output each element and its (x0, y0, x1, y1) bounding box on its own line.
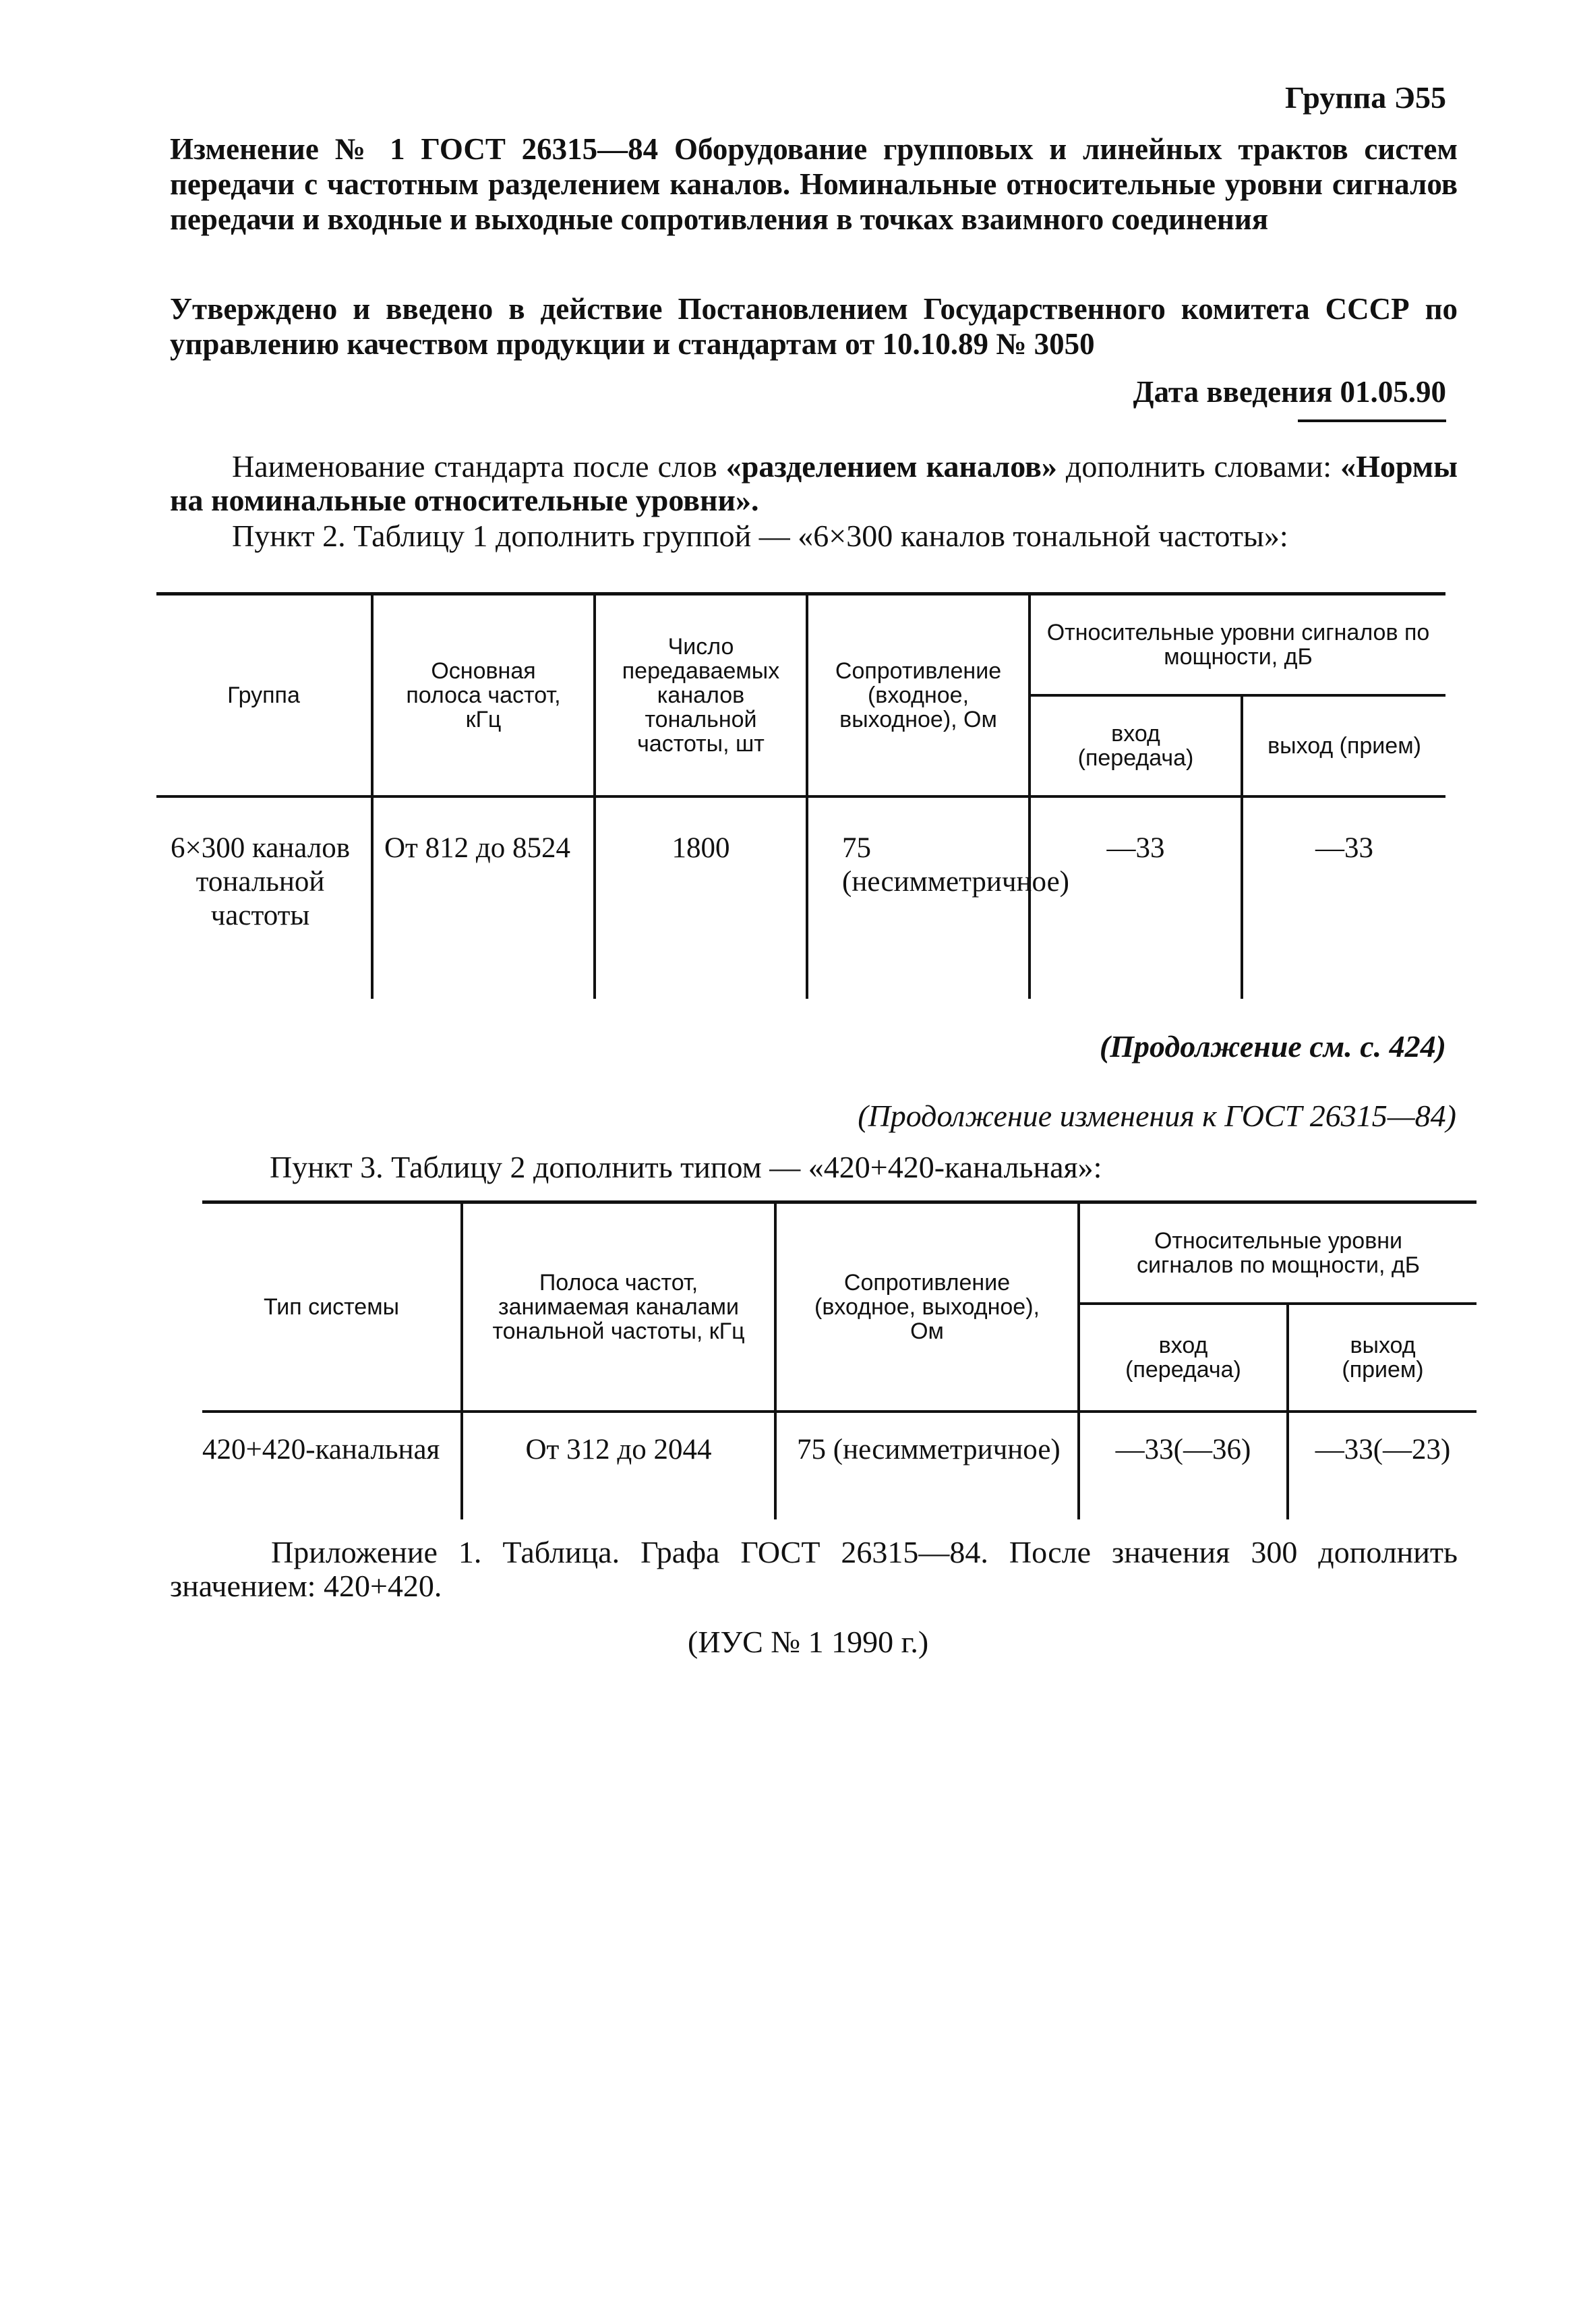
t1-cell-impedance: 75 (несимметричное) (807, 796, 1030, 999)
name-change-prefix: Наименование стандарта после слов (232, 449, 726, 484)
point2-paragraph: Пункт 2. Таблицу 1 дополнить группой — «6×300 каналов тональной частоты»: (232, 519, 1288, 553)
t1-header-levels: Относительные уровни сигналов по мощности, дБ (1030, 594, 1445, 695)
t2-header-input: вход (передача) (1079, 1304, 1288, 1412)
name-change-mid: дополнить словами: (1056, 449, 1341, 484)
change-title: Изменение № 1 ГОСТ 26315—84 Оборудование групповых и линейных трактов систем передачи с частотным разделением каналов. Номинальные относительные уровни сигналов передачи и входные и выходные сопротивления в точках взаимного соединения (170, 132, 1458, 236)
continued-change-note: (Продолжение изменения к ГОСТ 26315—84) (858, 1099, 1456, 1133)
appendix1-paragraph: Приложение 1. Таблица. Графа ГОСТ 26315—84. После значения 300 дополнить значением: 420+420. (170, 1535, 1458, 1603)
date-underline (1298, 419, 1446, 422)
t2-header-band: Полоса частот, занимаемая каналами тональной частоты, кГц (462, 1202, 775, 1412)
t1-cell-output: —33 (1242, 796, 1445, 999)
t1-header-input: вход (передача) (1030, 695, 1242, 796)
approval-statement: Утверждено и введено в действие Постановлением Государственного комитета СССР по управлению качеством продукции и стандартам от 10.10.89 № 3050 (170, 292, 1458, 361)
name-change-quote-2: «Нормы на номинальные относительные уровни». (170, 449, 1458, 517)
t1-cell-group: 6×300 каналов тональной частоты (170, 832, 351, 931)
t2-cell-band: От 312 до 2044 (462, 1412, 775, 1519)
t1-header-group: Группа (156, 594, 372, 796)
t1-header-band: Основная полоса частот, кГц (372, 594, 595, 796)
t1-cell-input: —33 (1030, 796, 1242, 999)
t1-header-impedance: Сопротивление (входное, выходное), Ом (807, 594, 1030, 796)
t2-cell-output: —33(—23) (1288, 1412, 1476, 1519)
table-2 (202, 1200, 1476, 1519)
name-change-paragraph (170, 450, 1458, 517)
table-1 (156, 592, 1445, 999)
t2-cell-impedance: 75 (несимметричное) (775, 1412, 1079, 1519)
t1-cell-channels: 1800 (595, 796, 807, 999)
t2-cell-system: 420+420-канальная (202, 1433, 440, 1465)
point3-paragraph: Пункт 3. Таблицу 2 дополнить типом — «420+420-канальная»: (270, 1150, 1102, 1184)
t2-header-output: выход (прием) (1288, 1304, 1476, 1412)
t2-header-system: Тип системы (202, 1202, 462, 1412)
introduction-date: Дата введения 01.05.90 (1133, 375, 1446, 409)
t2-cell-input: —33(—36) (1079, 1412, 1288, 1519)
t1-cell-band: От 812 до 8524 (372, 796, 595, 999)
name-change-quote-1: «разделением каналов» (725, 449, 1057, 484)
t1-header-output: выход (прием) (1242, 695, 1445, 796)
t2-header-impedance: Сопротивление (входное, выходное), Ом (775, 1202, 1079, 1412)
continued-see-note: (Продолжение см. с. 424) (1099, 1029, 1446, 1064)
t1-header-channels: Число передаваемых каналов тональной частоты, шт (595, 594, 807, 796)
t2-header-levels: Относительные уровни сигналов по мощности, дБ (1079, 1202, 1476, 1304)
group-label: Группа Э55 (1284, 80, 1446, 115)
ius-reference: (ИУС № 1 1990 г.) (688, 1625, 929, 1659)
